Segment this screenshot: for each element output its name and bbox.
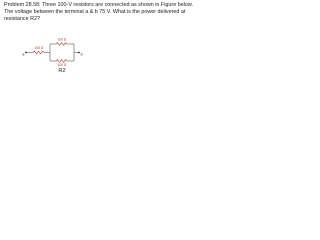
resistor-top-label: 100 Ω [57, 37, 67, 42]
terminal-a-label: a [22, 52, 25, 57]
resistor-left-label: 100 Ω [34, 46, 44, 51]
circuit-diagram [0, 0, 200, 83]
terminal-a-node [25, 52, 27, 54]
problem-statement: Problem 28.58: Three 100-V resistors are connected as shown in Figure below. The voltage between the terminal a & b 75 V. What is the power delivered at resistance R2? [4, 2, 193, 22]
terminal-b-label: b [80, 52, 83, 57]
resistor-left [33, 51, 45, 54]
resistor-top [56, 43, 68, 46]
r2-caption: R2 [58, 68, 66, 74]
resistor-bottom-label: 100 Ω [57, 62, 67, 67]
